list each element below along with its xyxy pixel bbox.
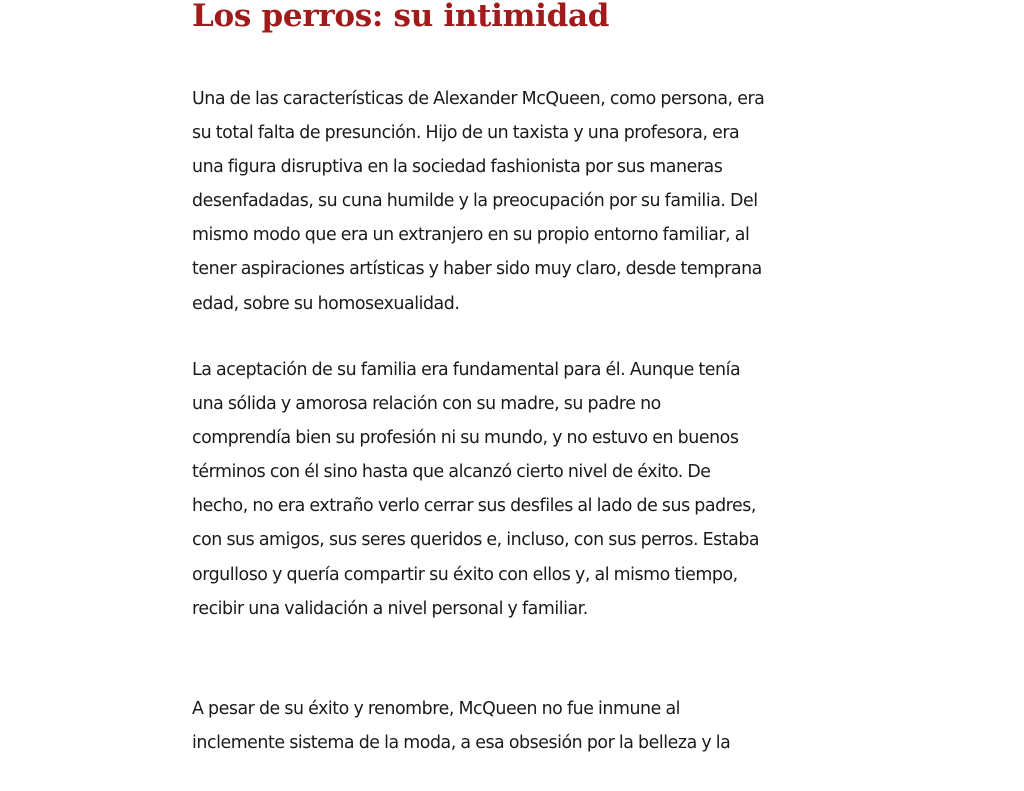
text-line: inclemente sistema de la moda, a esa obsesión por la belleza y la [192,733,731,754]
paragraph-1 [192,82,842,321]
paragraph-3 [192,692,842,760]
text-line: su total falta de presunción. Hijo de un taxista y una profesora, era [192,123,740,144]
text-line: edad, sobre su homosexualidad. [192,293,460,314]
text-line: A pesar de su éxito y renombre, McQueen no fue inmune al [192,699,681,719]
text-line: términos con él sino hasta que alcanzó cierto nivel de éxito. De [192,462,711,483]
text-line: tener aspiraciones artísticas y haber sido muy claro, desde temprana [192,259,762,280]
text-line: comprendía bien su profesión ni su mundo, y no estuvo en buenos [192,428,739,449]
article-title: Los perros: su intimidad [192,0,610,34]
text-line: con sus amigos, sus seres queridos e, incluso, con sus perros. Estaba [192,530,760,551]
text-line: Una de las características de Alexander McQueen, como persona, era [192,89,765,109]
text-line: desenfadadas, su cuna humilde y la preocupación por su familia. Del [192,191,758,212]
text-line: recibir una validación a nivel personal y familiar. [192,598,588,619]
text-line: mismo modo que era un extranjero en su propio entorno familiar, al [192,225,750,246]
text-line: una sólida y amorosa relación con su madre, su padre no [192,394,661,415]
text-line: hecho, no era extraño verlo cerrar sus desfiles al lado de sus padres, [192,496,756,517]
text-line: una figura disruptiva en la sociedad fashionista por sus maneras [192,157,723,178]
paragraph-2 [192,353,842,626]
text-line: La aceptación de su familia era fundamental para él. Aunque tenía [192,360,741,380]
text-line: orgulloso y quería compartir su éxito con ellos y, al mismo tiempo, [192,564,738,585]
